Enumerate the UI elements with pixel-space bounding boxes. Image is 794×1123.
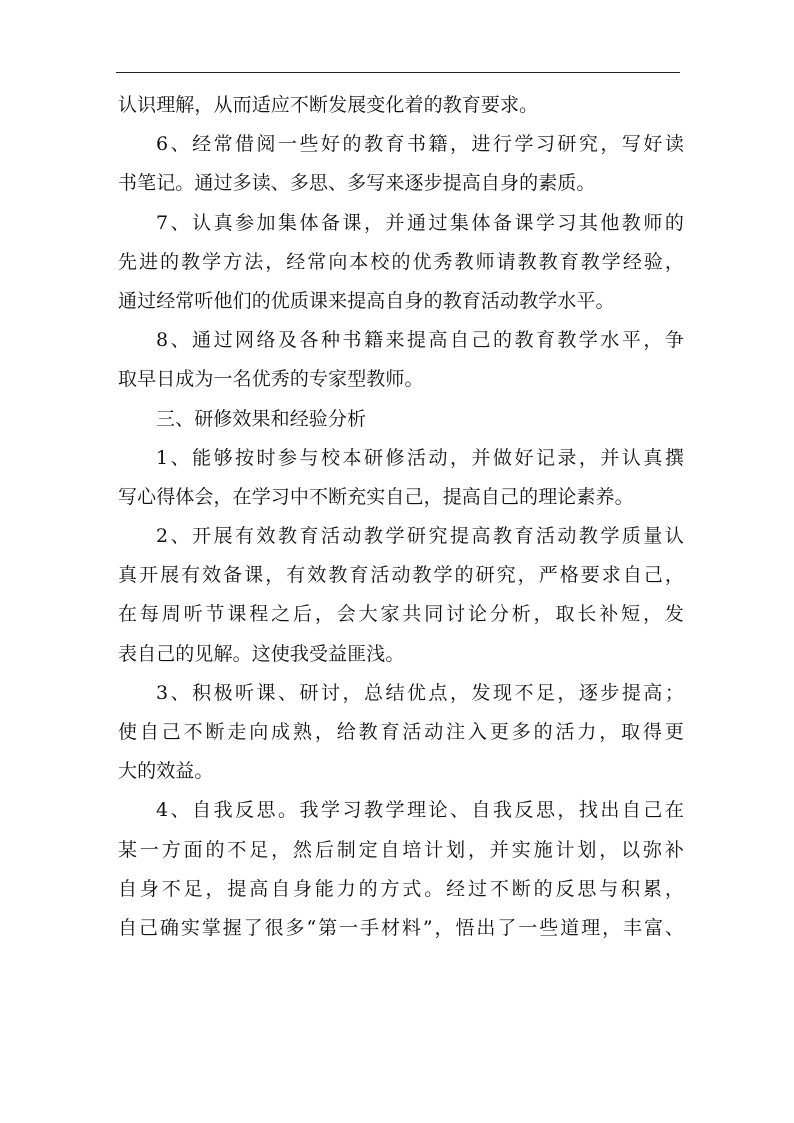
text-line: 3、积极听课、研讨，总结优点，发现不足，逐步提高； <box>156 681 684 704</box>
text-line: 1、能够按时参与校本研修活动，并做好记录，并认真撰 <box>156 446 684 469</box>
text-line: 某一方面的不足，然后制定自培计划，并实施计划，以弥补 <box>118 838 684 861</box>
header-rule <box>116 72 680 73</box>
text-line: 取早日成为一名优秀的专家型教师。 <box>118 368 424 391</box>
text-line: 自身不足，提高自身能力的方式。经过不断的反思与积累， <box>118 877 684 900</box>
text-line: 自己确实掌握了很多“第一手材料”，悟出了一些道理，丰富、 <box>118 916 684 939</box>
text-line: 通过经常听他们的优质课来提高自身的教育活动教学水平。 <box>118 289 615 312</box>
text-line: 书笔记。通过多读、多思、多写来逐步提高自身的素质。 <box>118 172 596 195</box>
text-line: 7、认真参加集体备课，并通过集体备课学习其他教师的 <box>156 211 684 234</box>
text-line: 使自己不断走向成熟，给教育活动注入更多的活力，取得更 <box>118 721 684 743</box>
text-line: 6、经常借阅一些好的教育书籍，进行学习研究，写好读 <box>156 133 684 156</box>
text-line: 真开展有效备课，有效教育活动教学的研究，严格要求自己， <box>118 564 684 587</box>
text-line: 2、开展有效教育活动教学研究提高教育活动教学质量认 <box>156 525 684 548</box>
text-line: 写心得体会，在学习中不断充实自己，提高自己的理论素养。 <box>118 485 634 508</box>
document-body <box>118 86 684 948</box>
section-heading: 三、研修效果和经验分析 <box>156 407 367 430</box>
text-line: 认识理解，从而适应不断发展变化着的教育要求。 <box>118 94 539 116</box>
text-line: 8、通过网络及各种书籍来提高自己的教育教学水平，争 <box>156 329 684 352</box>
text-line: 4、自我反思。我学习教学理论、自我反思，找出自己在 <box>156 799 684 822</box>
text-line: 先进的教学方法，经常向本校的优秀教师请教教育教学经验， <box>118 250 684 273</box>
text-line: 大的效益。 <box>118 760 214 783</box>
text-line: 表自己的见解。这使我受益匪浅。 <box>118 642 405 665</box>
text-line: 在每周听节课程之后，会大家共同讨论分析，取长补短，发 <box>118 603 684 626</box>
